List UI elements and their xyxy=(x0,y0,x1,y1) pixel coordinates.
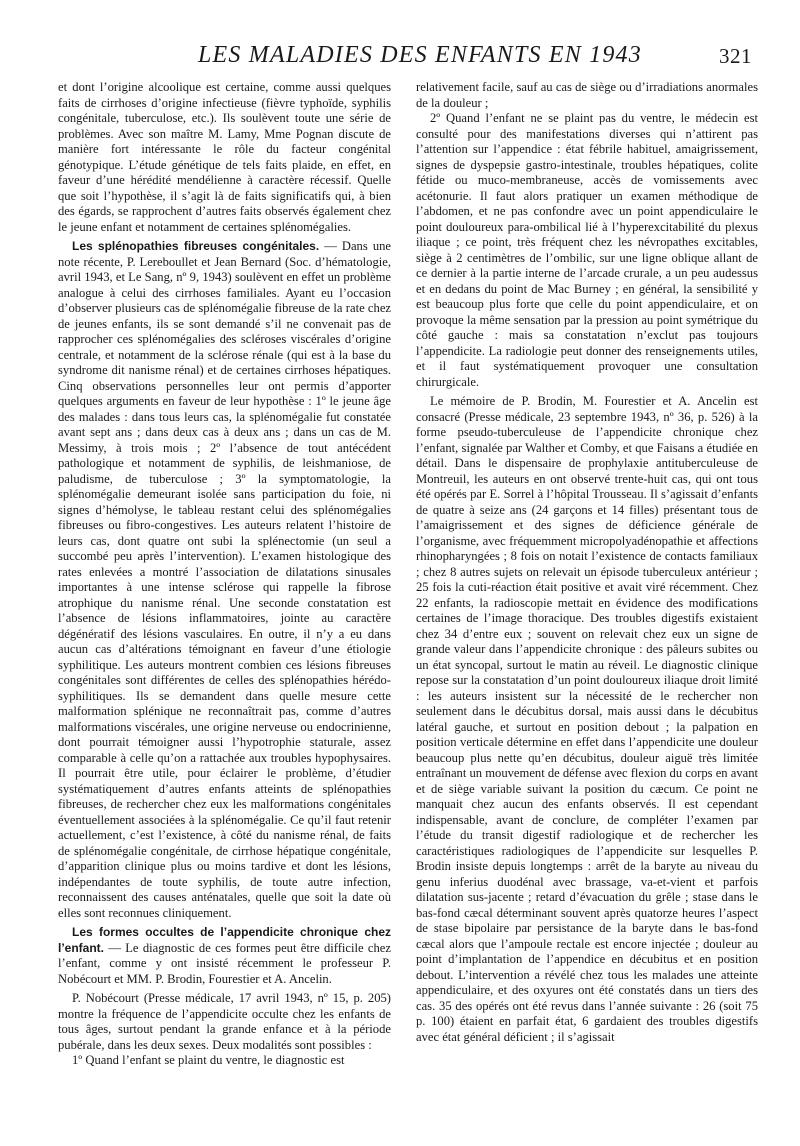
paragraph: P. Nobécourt (Presse médicale, 17 avril 1943, nº 15, p. 205) montre la fréquence de l’appendicite occulte chez les enfants de tous âges, surtout pendant la grande enfance et à la période pubérale, dans les deux sexes. Deux modalités sont possibles : xyxy=(58,991,391,1052)
paragraph: 2º Quand l’enfant ne se plaint pas du ventre, le médecin est consulté pour des manifestations diverses qui n’attirent pas l’attention sur l’appendice : état fébrile habituel, amaigrissement, signes de dyspepsie gastro-intestinale, troubles hépatiques, colite fétide ou muco-membraneuse, accès de vomissements avec acétonurie. Il faut alors pratiquer un examen méthodique de l’abdomen, et ne pas confondre avec un point appendiculaire le point douloureux para-ombilical lié à l’hyperexcitabilité du plexus iliaque ; ce point, très fréquent chez les névropathes excitables, siège à 2 centimètres de l’ombilic, sur une ligne oblique allant de ce dernier à la partie interne de l’arcade crurale, a un peu audessus et en dedans du point de Mac Burney ; en général, la sensibilité y est beaucoup plus forte que celle du point appendiculaire, et on provoque la même sensation par la pression au point symétrique du côté gauche : mais sa constatation n’exclut pas toujours l’appendicite. La radiologie peut donner des renseignements utiles, et il faut systématiquement provoquer une consultation chirurgicale. xyxy=(416,111,758,389)
paragraph-appendicite xyxy=(58,925,391,987)
section-title: Les formes occultes de l’appendicite chronique chez l’enfant. xyxy=(58,925,391,955)
paragraph-body: — Dans une note récente, P. Lereboullet et Jean Bernard (Soc. d’hématologie, avril 1943, et Le Sang, nº 9, 1943) soulèvent en effet un problème analogue à celui des cirrhoses familiales. Ayant eu l’occasion d’observer plusieurs cas de splénomégalie fibreuse de la rate chez de jeunes enfants, ils se sont demandé s’il ne convenait pas de rapprocher ces splénomégalies des scléroses viscérales d’origine centrale, et notamment de la sclérose rénale (qui est à la base du syndrome dit nanisme rénal) et de certaines cirrhoses hépatiques. Cinq observations personnelles leur ont permis d’apporter quelques arguments en faveur de leur hypothèse : 1º le jeune âge des malades : dans tous leurs cas, la splénomégalie fut constatée avant sept ans ; dans deux cas à deux ans ; dans un cas de M. Messimy, à trois mois ; 2º l’absence de tout antécédent pathologique et notamment de syphilis, de leishmaniose, de paludisme, de tuberculose ; 3º la symptomatologie, la splénomégalie demeurant isolée sans participation du foie, ni signes d’hémolyse, le tableau restant celui des splénomégalies fibreuses ou fibro-congestives. Les auteurs relatent l’histoire de leurs cas, dont quatre ont subi la splénectomie (un seul a succombé peu après l’intervention). L’examen histologique des rates enlevées a montré l’association de dilatations sinusales importantes à une intense sclérose qui rappelle la fibrose atrophique du nanisme rénal. Une seconde constatation est l’absence de lésions inflammatoires, jointe au caractère dégénératif des lésions vasculaires. En outre, il n’y a eu dans aucun cas d’altérations témoignant en faveur d’une étiologie syphilitique. Les auteurs montrent combien ces lésions fibreuses congénitales sont différentes de celles des splénopathies hérédo-syphilitiques. Ils se demandent dans quelle mesure cette malformation splénique ne reconnaîtrait pas, comme d’autres malformations viscérales, une origine nerveuse ou endocrinienne, dont pourrait témoigner aussi l’hypotrophie staturale, assez comparable à celle qu’on a rattachée aux troubles hypophysaires. Il pourrait être utile, pour éclairer le problème, d’étudier systématiquement d’autres enfants atteints de splénopathies fibreuses, de rechercher chez eux les malformations congénitales éventuellement associées à la splénomégalie. Ce qu’il faut retenir actuellement, c’est l’existence, à côté du nanisme rénal, de faits de splénomégalie congénitale, de cirrhose hépatique congénitale, d’apparition clinique plus ou moins tardive et dont les lésions, indépendantes de toute syphilis, de toute autre infection, reconnaissent des causes anténatales, quelle que soit la date où elles sont reconnues cliniquement. xyxy=(58,239,391,920)
page-header xyxy=(58,42,760,72)
left-column xyxy=(58,80,391,1136)
section-title: Les splénopathies fibreuses congénitales. xyxy=(72,239,320,253)
page-number: 321 xyxy=(719,44,752,68)
paragraph: Le mémoire de P. Brodin, M. Fourestier et A. Ancelin est consacré (Presse médicale, 23 septembre 1943, nº 36, p. 526) à la forme pseudo-tuberculeuse de l’appendicite chronique chez l’enfant, signalée par Walther et Comby, et que Faisans a étudiée en détail. Dans le dispensaire de prophylaxie antituberculeuse de Montreuil, les auteurs en ont observé trente-huit cas, qui ont tous été opérés par E. Sorrel à l’hôpital Trousseau. Il s’agissait d’enfants de quatre à seize ans (24 garçons et 14 filles) présentant tous de l’amaigrissement et des signes de déficience générale de l’organisme, avec fréquemment micropolyadénopathie et affections rhinopharyngées ; 8 fois on notait l’existence de contacts familiaux ; chez 8 autres sujets on relevait un épisode tuberculeux antérieur ; 25 fois la cuti-réaction était positive et avait viré récemment. Chez 22 enfants, la radioscopie mettait en évidence des modifications certaines de l’image thoracique. Des troubles digestifs existaient chez 34 d’entre eux ; souvent on relevait chez eux un signe de grande valeur dans l’appendicite chronique : des pâleurs subites ou un état syncopal, surtout le matin au réveil. Le diagnostic clinique repose sur la constatation d’un point douloureux iliaque droit limité : les auteurs insistent sur la nécessité de le rechercher non seulement dans le décubitus dorsal, mais aussi dans le décubitus latéral gauche, et surtout en position debout ; la palpation en position verticale détermine en effet dans l’appendicite une douleur beaucoup plus nette qu’en décubitus, douleur aiguë très limitée entraînant un mouvement de défense avec flexion du corps en avant et de siège variable suivant la position du cæcum. Ce point ne manquait chez aucun des enfants observés. Il est cependant indispensable, avant de conclure, de compléter l’examen par l’étude du transit digestif radiologique et de rechercher les caractéristiques radiologiques de l’appendicite sur lesquelles P. Brodin insiste depuis longtemps : arrêt de la baryte au niveau du genu inferius duodénal avec brassage, va-et-vient et parfois dilatation sus-jacente ; retard d’évacuation du grêle ; stase dans le bas-fond cæcal déterminant souvent après quatorze heures l’aspect de stase bipolaire par persistance de la baryte dans le bas-fond cæcal alors que l’ampoule rectale est encore injectée ; douleur au point d’implantation de l’appendice en décubitus et en position debout. L’intervention a révélé chez tous les malades une atteinte appendiculaire, et des oxyures ont été constatés dans un tiers des cas. 35 des opérés ont été revus dans l’année suivante : 26 (soit 75 p. 100) étaient en parfait état, 6 gardaient des troubles digestifs avec état général déficient ; il s’agissait xyxy=(416,394,758,1044)
paragraph: et dont l’origine alcoolique est certaine, comme aussi quelques faits de cirrhoses d’origine infectieuse (fièvre typhoïde, syphilis congénitale, tuberculose, etc.). Ils soulèvent toute une série de problèmes. Avec son maître M. Lamy, Mme Pognan discute de manière fort intéressante le rôle du facteur congénital génotypique. L’étude génétique de tels faits plaide, en effet, en faveur d’une hérédité mendélienne à caractère récessif. Quelle que soit l’hypothèse, il s’agit là de faits significatifs qui, à bien des égards, se rapprochent d’autres faits observés également chez le jeune enfant et notamment de certaines splénomégalies. xyxy=(58,80,391,234)
paragraph-body: — Le diagnostic de ces formes peut être difficile chez l’enfant, comme y ont insisté récemment le professeur P. Nobécourt et MM. P. Brodin, Fourestier et A. Ancelin. xyxy=(58,940,391,986)
paragraph-splenopathies xyxy=(58,239,391,921)
paragraph: relativement facile, sauf au cas de siège ou d’irradiations anormales de la douleur ; xyxy=(416,80,758,110)
paragraph: 1º Quand l’enfant se plaint du ventre, le diagnostic est xyxy=(72,1053,345,1067)
running-title: LES MALADIES DES ENFANTS EN 1943 xyxy=(198,42,642,68)
right-column xyxy=(416,80,758,1136)
